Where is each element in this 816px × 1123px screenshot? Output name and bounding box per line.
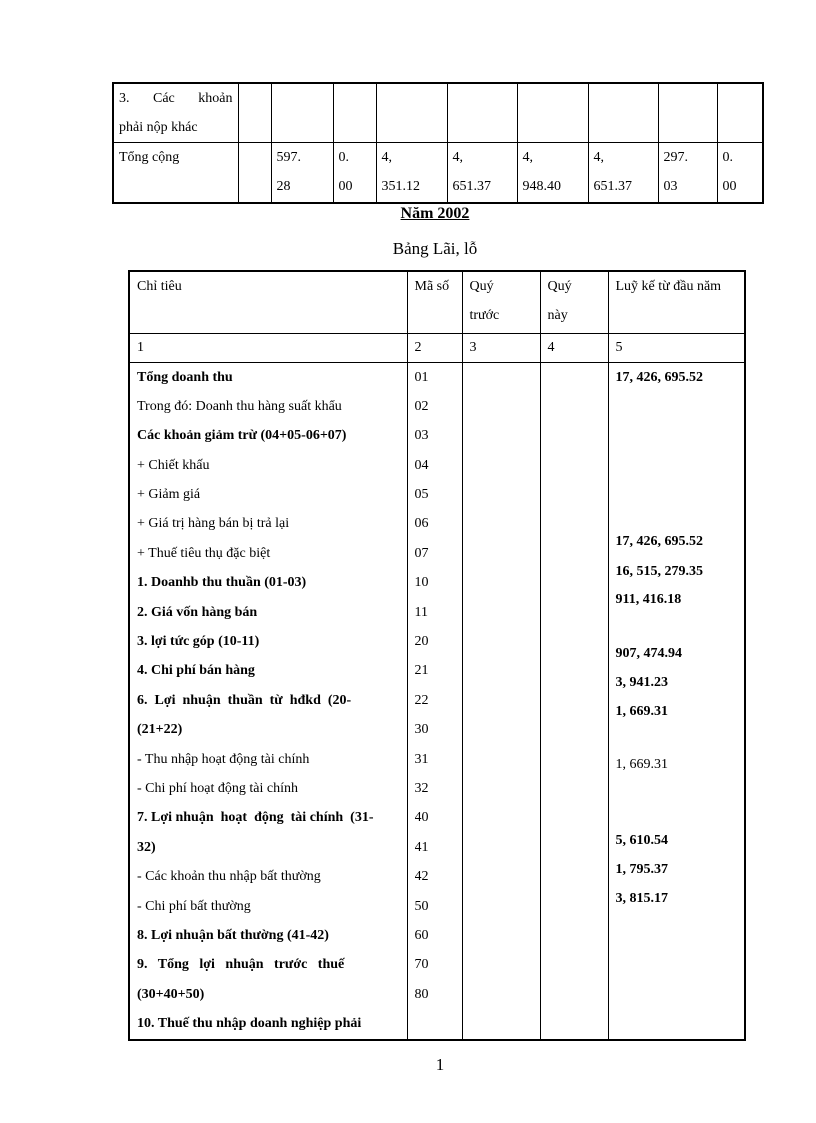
list-item: 6. Lợi nhuận thuần từ hđkd (20- (137, 692, 352, 708)
header-chi-tieu: Chỉ tiêu (129, 271, 407, 333)
items-column (129, 362, 407, 1040)
list-item: - Chi phí hoạt động tài chính (137, 780, 298, 796)
value-cell: 907, 474.94 (615, 645, 682, 661)
code-cell: 42 (414, 869, 429, 885)
row-label: Tổng cộng (113, 143, 238, 203)
column-number: 1 (129, 333, 407, 362)
quy-nay-column (540, 362, 608, 1040)
list-item: + Giảm giá (137, 487, 201, 503)
list-item: 10. Thuế thu nhập doanh nghiệp phải (137, 1016, 362, 1032)
list-item: - Thu nhập hoạt động tài chính (137, 751, 310, 767)
column-number: 3 (462, 333, 540, 362)
luy-ke-column (608, 362, 745, 1040)
code-cell: 41 (414, 839, 429, 855)
value-cell: 1, 795.37 (615, 861, 668, 877)
list-item: 1. Doanhb thu thuần (01-03) (137, 575, 307, 591)
value-cell: 16, 515, 279.35 (615, 563, 703, 579)
value-cell: 911, 416.18 (615, 591, 682, 607)
header-ma-so: Mã số (407, 271, 462, 333)
value-cell: 3, 941.23 (615, 674, 668, 690)
table-cell: 4, 351.12 (376, 143, 447, 203)
list-item: + Thuế tiêu thụ đặc biệt (137, 545, 271, 561)
code-cell: 21 (414, 663, 429, 679)
list-item: - Các khoản thu nhập bất thường (137, 869, 321, 885)
table-row (113, 83, 763, 143)
header-quy-truoc: Quý trước (462, 271, 540, 333)
value-cell: 1, 669.31 (615, 703, 668, 719)
quy-truoc-column (462, 362, 540, 1040)
table-body-row (129, 362, 745, 1040)
profit-loss-table (128, 270, 746, 1041)
table-cell: 4, 948.40 (517, 143, 588, 203)
value-cell: 5, 610.54 (615, 832, 668, 848)
list-item: (21+22) (137, 722, 183, 738)
value-cell: 17, 426, 695.52 (615, 533, 703, 549)
code-cell: 40 (414, 810, 429, 826)
code-cell: 05 (414, 487, 429, 503)
code-cell: 20 (414, 634, 429, 650)
table-cell: 4, 651.37 (447, 143, 517, 203)
list-item: 2. Giá vốn hàng bán (137, 604, 258, 620)
list-item: 32) (137, 839, 156, 855)
list-item: Tổng doanh thu (137, 369, 233, 385)
list-item: Trong đó: Doanh thu hàng suất khẩu (137, 398, 342, 414)
list-item: Các khoản giảm trừ (04+05-06+07) (137, 428, 347, 444)
column-number: 2 (407, 333, 462, 362)
code-cell: 06 (414, 516, 429, 532)
table-header-row (129, 271, 745, 333)
codes-column (407, 362, 462, 1040)
list-item: 3. lợi tức góp (10-11) (137, 634, 260, 650)
code-cell: 31 (414, 751, 429, 767)
header-quy-nay: Quý này (540, 271, 608, 333)
header-luy-ke: Luỹ kế từ đầu năm (608, 271, 745, 333)
code-cell: 70 (414, 957, 429, 973)
page-number: 1 (435, 1055, 445, 1074)
table-title: Bảng Lãi, lỗ (392, 239, 478, 258)
value-cell: 1, 669.31 (615, 756, 668, 772)
code-cell: 11 (414, 604, 428, 620)
code-cell: 03 (414, 428, 429, 444)
table-row (113, 143, 763, 203)
code-cell: 02 (414, 398, 429, 414)
column-number-row (129, 333, 745, 362)
column-number: 4 (540, 333, 608, 362)
code-cell: 60 (414, 927, 429, 943)
list-item: 9. Tổng lợi nhuận trước thuế (137, 957, 345, 973)
code-cell: 30 (414, 722, 429, 738)
code-cell: 01 (414, 369, 429, 385)
code-cell: 32 (414, 780, 429, 796)
list-item: 8. Lợi nhuận bất thường (41-42) (137, 927, 329, 943)
code-cell: 22 (414, 692, 429, 708)
code-cell: 50 (414, 898, 429, 914)
list-item: + Chiết khấu (137, 457, 210, 473)
year-title: Năm 2002 (400, 205, 470, 222)
code-cell: 04 (414, 457, 429, 473)
table-cell: 0. 00 (717, 143, 763, 203)
table-cell: 297. 03 (658, 143, 717, 203)
table-cell: 4, 651.37 (588, 143, 658, 203)
code-cell: 10 (414, 575, 429, 591)
list-item: + Giá trị hàng bán bị trả lại (137, 516, 290, 532)
value-cell: 17, 426, 695.52 (615, 369, 703, 385)
column-number: 5 (608, 333, 745, 362)
top-summary-table (112, 82, 764, 204)
value-cell: 3, 815.17 (615, 890, 668, 906)
table-cell: 597. 28 (271, 143, 333, 203)
list-item: - Chi phí bất thường (137, 898, 251, 914)
row-label: 3. Các khoản phải nộp khác (113, 83, 238, 143)
list-item: 7. Lợi nhuận hoạt động tài chính (31- (137, 810, 374, 826)
list-item: (30+40+50) (137, 986, 205, 1002)
table-cell: 0. 00 (333, 143, 376, 203)
list-item: 4. Chi phí bán hàng (137, 663, 255, 679)
code-cell: 07 (414, 545, 429, 561)
code-cell: 80 (414, 986, 429, 1002)
